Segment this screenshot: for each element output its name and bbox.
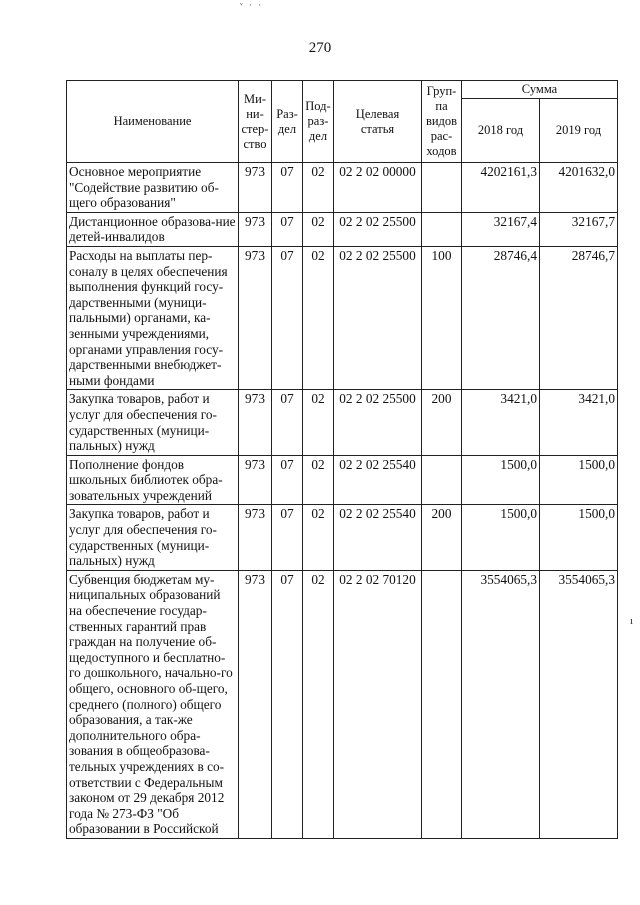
row-subsection: 02 [303,505,334,570]
header-target: Целевая статья [334,81,422,163]
row-name: Субвенция бюджетам му-ниципальных образований на обеспечение государ-ственных гарантий прав граждан на получение об-щедоступного и бесплатно-го дошкольного, начально-го общего, основного об-щего, среднего (полного) общего образования, а так-же дополнительного обра-зования в общеобразова-тельных учреждениях в со-ответствии с Федеральным законом от 29 декабря 2012 года № 273-ФЗ "Об образовании в Российской [67,570,239,838]
row-section: 07 [272,390,303,455]
row-sum-2019: 4201632,0 [540,163,618,213]
row-section: 07 [272,570,303,838]
row-section: 07 [272,212,303,246]
row-ministry: 973 [239,212,272,246]
row-section: 07 [272,246,303,389]
table-row [67,455,618,505]
table-row [67,246,618,389]
header-name: Наименование [67,81,239,163]
row-subsection: 02 [303,390,334,455]
header-year-2019: 2019 год [540,99,618,163]
row-expense-group [422,570,462,838]
row-sum-2018: 4202161,3 [462,163,540,213]
row-target: 02 2 02 25500 [334,390,422,455]
budget-table [66,80,618,839]
row-ministry: 973 [239,390,272,455]
table-row [67,163,618,213]
row-name: Расходы на выплаты пер-соналу в целях обеспечения выполнения функций госу-дарственными (муници-пальными) органами, ка-зенными учреждениями, органами управления госу-дарственными внебюджет-ными фондами [67,246,239,389]
row-expense-group: 200 [422,390,462,455]
row-name: Дистанционное образова-ние детей-инвалидов [67,212,239,246]
row-sum-2019: 3554065,3 [540,570,618,838]
row-name: Закупка товаров, работ и услуг для обеспечения го-сударственных (муници-пальных) нужд [67,390,239,455]
page-number: 270 [308,40,332,56]
row-sum-2018: 3554065,3 [462,570,540,838]
row-sum-2019: 1500,0 [540,505,618,570]
row-subsection: 02 [303,455,334,505]
row-ministry: 973 [239,570,272,838]
header-sum: Сумма [462,81,618,99]
table-row [67,212,618,246]
row-sum-2018: 3421,0 [462,390,540,455]
row-target: 02 2 02 00000 [334,163,422,213]
row-ministry: 973 [239,246,272,389]
table-row [67,570,618,838]
row-name: Закупка товаров, работ и услуг для обеспечения го-сударственных (муници-пальных) нужд [67,505,239,570]
row-section: 07 [272,163,303,213]
row-target: 02 2 02 25540 [334,455,422,505]
row-sum-2018: 32167,4 [462,212,540,246]
row-expense-group [422,455,462,505]
row-ministry: 973 [239,455,272,505]
row-subsection: 02 [303,246,334,389]
header-expense-group: Груп- па видов рас- ходов [422,81,462,163]
header-year-2018: 2018 год [462,99,540,163]
row-target: 02 2 02 25500 [334,246,422,389]
row-subsection: 02 [303,163,334,213]
table-row [67,505,618,570]
row-name: Пополнение фондов школьных библиотек обра-зовательных учреждений [67,455,239,505]
row-expense-group: 200 [422,505,462,570]
row-target: 02 2 02 25540 [334,505,422,570]
row-sum-2019: 1500,0 [540,455,618,505]
row-subsection: 02 [303,570,334,838]
row-expense-group: 100 [422,246,462,389]
row-target: 02 2 02 70120 [334,570,422,838]
scan-side-mark: ı [630,615,634,627]
table-row [67,390,618,455]
row-expense-group [422,163,462,213]
row-section: 07 [272,505,303,570]
header-subsection: Под- раз- дел [303,81,334,163]
row-section: 07 [272,455,303,505]
row-subsection: 02 [303,212,334,246]
row-target: 02 2 02 25500 [334,212,422,246]
row-sum-2019: 3421,0 [540,390,618,455]
header-section: Раз- дел [272,81,303,163]
row-sum-2018: 1500,0 [462,455,540,505]
row-ministry: 973 [239,163,272,213]
row-sum-2019: 28746,7 [540,246,618,389]
row-expense-group [422,212,462,246]
scan-mark: ᵛ · · [240,0,264,10]
header-ministry: Ми- ни- стер- ство [239,81,272,163]
row-sum-2018: 1500,0 [462,505,540,570]
row-sum-2019: 32167,7 [540,212,618,246]
row-ministry: 973 [239,505,272,570]
row-sum-2018: 28746,4 [462,246,540,389]
row-name: Основное мероприятие "Содействие развитию об-щего образования" [67,163,239,213]
